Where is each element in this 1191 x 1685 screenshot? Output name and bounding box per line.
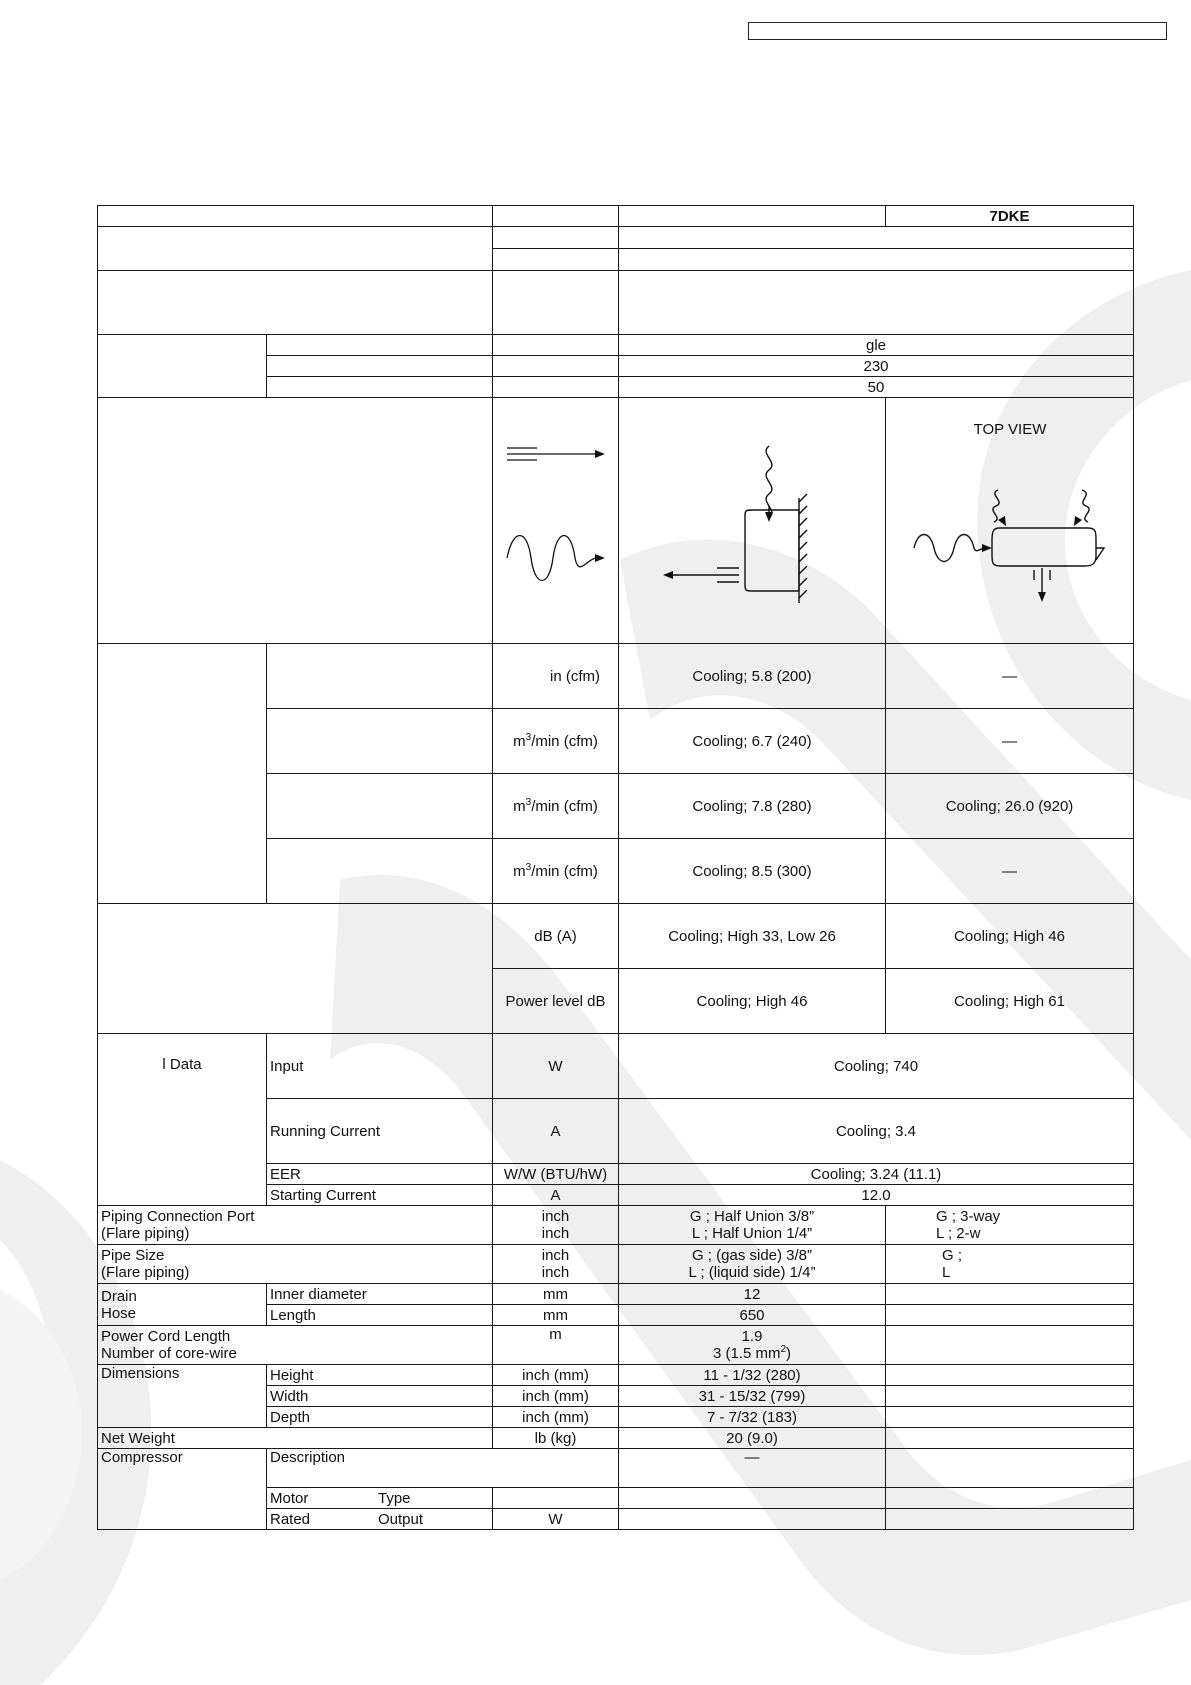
arrow-down-icon: [1038, 592, 1046, 602]
eer-value: Cooling; 3.24 (11.1): [619, 1164, 1134, 1185]
piping-port-unit: inch inch: [493, 1206, 619, 1245]
piping-port-outdoor: G ; 3-way L ; 2-w: [886, 1206, 1134, 1245]
airflow-outdoor: Cooling; 26.0 (920): [886, 774, 1134, 839]
top-view-label: TOP VIEW: [973, 421, 1047, 438]
depth-label: Depth: [267, 1407, 493, 1428]
piping-port-indoor: G ; Half Union 3/8” L ; Half Union 1/4”: [619, 1206, 886, 1245]
airflow-row: [98, 644, 1134, 709]
noise-unit: Power level dB: [493, 969, 619, 1034]
eer-unit: W/W (BTU/hW): [493, 1164, 619, 1185]
airflow-indoor: Cooling; 8.5 (300): [619, 839, 886, 904]
arrow-left-icon: [663, 571, 673, 579]
header-box: [748, 22, 1167, 40]
electrical-data-label: l Data: [98, 1034, 267, 1206]
dimensions-label: Dimensions: [98, 1365, 267, 1428]
power-source-phase-row: [98, 335, 1134, 356]
width-unit: inch (mm): [493, 1386, 619, 1407]
eer-label: EER: [267, 1164, 493, 1185]
starting-current-unit: A: [493, 1185, 619, 1206]
arrow-right-icon: [982, 544, 992, 552]
airflow-unit: in (cfm): [493, 644, 619, 709]
airflow-unit: $m^3/\min$ (cfm): [493, 774, 619, 839]
table-row: [98, 271, 1134, 335]
noise-outdoor: Cooling; High 61: [886, 969, 1134, 1034]
electrical-input-row: [98, 1034, 1134, 1099]
airflow-outdoor: —: [886, 839, 1134, 904]
net-weight-unit: lb (kg): [493, 1428, 619, 1449]
drain-inner-row: [98, 1284, 1134, 1305]
model-cell: 7DKE: [886, 206, 1134, 227]
piping-port-label: Piping Connection Port (Flare piping): [98, 1206, 493, 1245]
power-cord-unit: m: [493, 1326, 619, 1365]
power-cord-label: Power Cord Length Number of core-wire: [98, 1326, 493, 1365]
dimension-height-row: [98, 1365, 1134, 1386]
legend-cell: [493, 398, 619, 644]
width-label: Width: [267, 1386, 493, 1407]
pipe-size-row: [98, 1245, 1134, 1284]
power-cord-row: [98, 1326, 1134, 1365]
compressor-description-value: —: [619, 1449, 886, 1488]
arrow-in-icon: [998, 516, 1006, 526]
airflow-indoor: Cooling; 7.8 (280): [619, 774, 886, 839]
drain-length-value: 650: [619, 1305, 886, 1326]
power-cord-value: 1.9 3 (1.5 $mm^2$): [619, 1326, 886, 1365]
inner-diameter-unit: mm: [493, 1284, 619, 1305]
arrow-right-icon: [595, 450, 605, 458]
noise-indoor: Cooling; High 46: [619, 969, 886, 1034]
input-unit: W: [493, 1034, 619, 1099]
starting-current-label: Starting Current: [267, 1185, 493, 1206]
airflow-unit: $m^3/\min$ (cfm): [493, 709, 619, 774]
airflow-outdoor: —: [886, 709, 1134, 774]
drain-hose-label: Drain Hose: [98, 1284, 267, 1326]
voltage-value: 230: [619, 356, 1134, 377]
drain-length-label: Length: [267, 1305, 493, 1326]
airflow-unit: $m^3/\min$ (cfm): [493, 839, 619, 904]
indoor-diagram-cell: [619, 398, 886, 644]
running-current-label: Running Current: [267, 1099, 493, 1164]
noise-unit: dB (A): [493, 904, 619, 969]
airflow-outdoor: —: [886, 644, 1134, 709]
table-row: [98, 227, 1134, 249]
compressor-description-row: [98, 1449, 1134, 1488]
airflow-indoor: Cooling; 6.7 (240): [619, 709, 886, 774]
noise-row: [98, 904, 1134, 969]
height-unit: inch (mm): [493, 1365, 619, 1386]
drain-length-unit: mm: [493, 1305, 619, 1326]
pipe-size-label: Pipe Size (Flare piping): [98, 1245, 493, 1284]
airflow-diagram-row: [98, 398, 1134, 644]
net-weight-row: [98, 1428, 1134, 1449]
piping-port-row: [98, 1206, 1134, 1245]
depth-unit: inch (mm): [493, 1407, 619, 1428]
rated-label: Rated Output: [267, 1509, 493, 1530]
net-weight-label: Net Weight: [98, 1428, 493, 1449]
phase-value: gle: [619, 335, 1134, 356]
arrow-right-icon: [595, 554, 605, 562]
motor-label: Motor Type: [267, 1488, 493, 1509]
height-label: Height: [267, 1365, 493, 1386]
input-label: Input: [267, 1034, 493, 1099]
starting-current-value: 12.0: [619, 1185, 1134, 1206]
pipe-size-outdoor: G ; L: [886, 1245, 1134, 1284]
indoor-unit-side-view: [619, 398, 886, 639]
rated-output-unit: W: [493, 1509, 619, 1530]
arrow-down-icon: [765, 512, 773, 522]
pipe-size-indoor: G ; (gas side) 3/8” L ; (liquid side) 1/4”: [619, 1245, 886, 1284]
depth-value: 7 - 7/32 (183): [619, 1407, 886, 1428]
table-header-row: [98, 206, 1134, 227]
running-current-value: Cooling; 3.4: [619, 1099, 1134, 1164]
outdoor-diagram-cell: [886, 398, 1134, 644]
input-value: Cooling; 740: [619, 1034, 1134, 1099]
legend-diagram: [493, 398, 619, 639]
frequency-value: 50: [619, 377, 1134, 398]
inner-diameter-label: Inner diameter: [267, 1284, 493, 1305]
running-current-unit: A: [493, 1099, 619, 1164]
pipe-size-unit: inch inch: [493, 1245, 619, 1284]
height-value: 11 - 1/32 (280): [619, 1365, 886, 1386]
arrow-in-icon: [1074, 516, 1082, 526]
specifications-table: [97, 205, 1134, 1530]
net-weight-value: 20 (9.0): [619, 1428, 886, 1449]
outdoor-unit-top-view: [886, 398, 1134, 639]
width-value: 31 - 15/32 (799): [619, 1386, 886, 1407]
airflow-indoor: Cooling; 5.8 (200): [619, 644, 886, 709]
inner-diameter-value: 12: [619, 1284, 886, 1305]
noise-outdoor: Cooling; High 46: [886, 904, 1134, 969]
compressor-label: Compressor: [98, 1449, 267, 1530]
compressor-description-label: Description: [267, 1449, 619, 1488]
noise-indoor: Cooling; High 33, Low 26: [619, 904, 886, 969]
